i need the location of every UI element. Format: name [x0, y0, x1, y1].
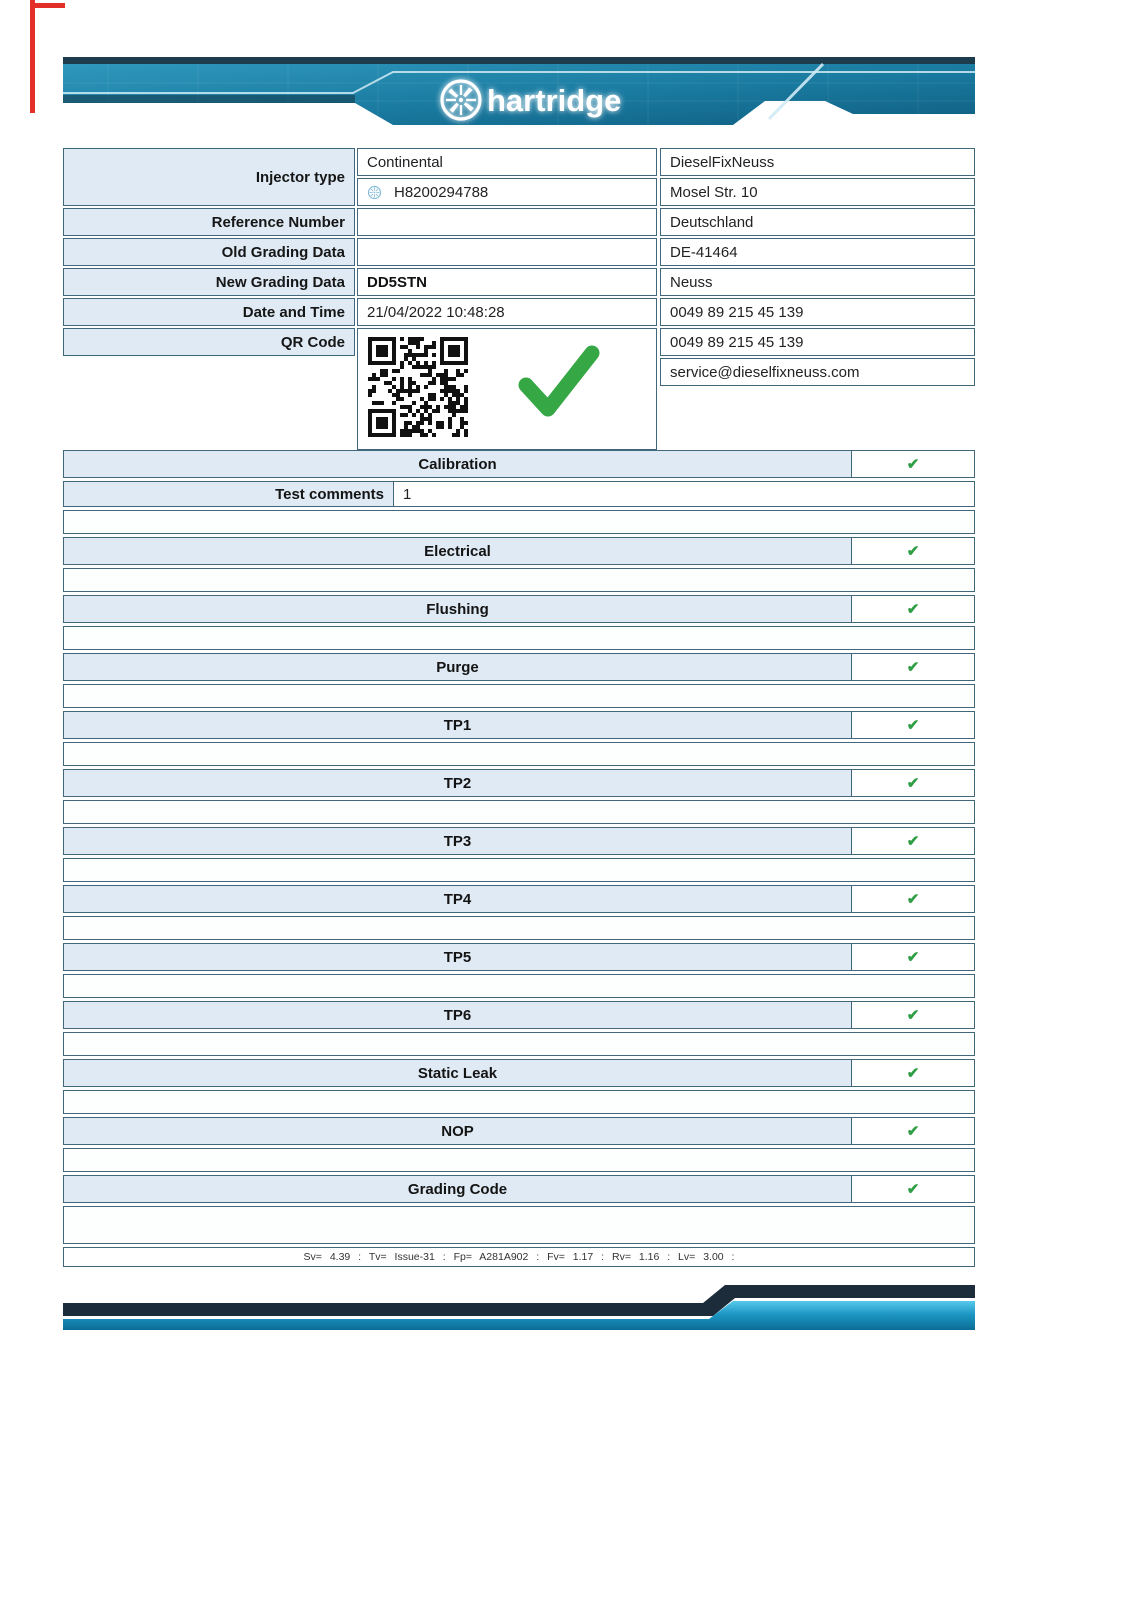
pass-checkmark-icon: ✔ [851, 1176, 974, 1202]
version-info-row [63, 1247, 975, 1267]
injector-info-table [63, 148, 975, 452]
spacer-row [63, 684, 975, 708]
pass-checkmark-icon: ✔ [851, 596, 974, 622]
new-grading-label: New Grading Data [63, 268, 355, 296]
spacer-row [63, 1206, 975, 1244]
injector-info-left [63, 148, 657, 452]
injector-type-label: Injector type [63, 148, 355, 206]
reference-number-label: Reference Number [63, 208, 355, 236]
test-section-label: Calibration [64, 451, 851, 477]
workshop-address-row: Mosel Str. 10 [660, 178, 975, 206]
spacer-row [63, 974, 975, 998]
test-section-label: TP5 [64, 944, 851, 970]
test-section-label: TP2 [64, 770, 851, 796]
pass-checkmark-icon: ✔ [851, 712, 974, 738]
test-section-row [63, 1117, 975, 1145]
date-time-label: Date and Time [63, 298, 355, 326]
big-checkmark-icon [510, 339, 606, 427]
test-section-row [63, 769, 975, 797]
pass-checkmark-icon: ✔ [851, 944, 974, 970]
spacer-row [63, 742, 975, 766]
red-pen-mark-vertical [30, 0, 35, 113]
workshop-address-row: DE-41464 [660, 238, 975, 266]
test-section-label: Static Leak [64, 1060, 851, 1086]
spacer-row [63, 626, 975, 650]
qr-code-image [368, 337, 468, 437]
old-grading-value [357, 238, 657, 266]
workshop-address-row: 0049 89 215 45 139 [660, 298, 975, 326]
test-section-row [63, 653, 975, 681]
pass-checkmark-icon: ✔ [851, 1118, 974, 1144]
qr-code-label: QR Code [63, 328, 355, 356]
test-section-label: NOP [64, 1118, 851, 1144]
test-section-row [63, 943, 975, 971]
workshop-address-column [660, 148, 975, 452]
test-comments-label: Test comments [64, 482, 394, 506]
test-section-row [63, 1175, 975, 1203]
test-section-label: TP3 [64, 828, 851, 854]
test-section-row [63, 827, 975, 855]
test-section-row [63, 537, 975, 565]
version-info-text: Sv= 4.39 : Tv= Issue-31 : Fp= A281A902 : Fv= 1.17 : Rv= 1.16 : Lv= 3.00 : [303, 1251, 735, 1263]
injector-make-value: Continental [357, 148, 657, 176]
date-time-value: 21/04/2022 10:48:28 [357, 298, 657, 326]
spacer-row [63, 510, 975, 534]
test-comments-row [63, 481, 975, 507]
test-section-label: Grading Code [64, 1176, 851, 1202]
test-section-row [63, 595, 975, 623]
pass-checkmark-icon: ✔ [851, 1060, 974, 1086]
pass-checkmark-icon: ✔ [851, 451, 974, 477]
test-section-label: TP4 [64, 886, 851, 912]
pass-checkmark-icon: ✔ [851, 538, 974, 564]
qr-code-cell [357, 328, 657, 450]
brand-logo-text: hartridge [487, 83, 622, 118]
footer-banner-graphic [63, 1283, 975, 1331]
wheel-logo-icon [442, 81, 480, 119]
test-section-label: Purge [64, 654, 851, 680]
spacer-row [63, 916, 975, 940]
test-section-label: TP1 [64, 712, 851, 738]
injector-code-value: H8200294788 [394, 183, 489, 201]
spacer-row [63, 858, 975, 882]
pass-checkmark-icon: ✔ [851, 886, 974, 912]
workshop-address-row: 0049 89 215 45 139 [660, 328, 975, 356]
header-banner-graphic [63, 57, 975, 125]
workshop-address-row: DieselFixNeuss [660, 148, 975, 176]
wheel-mini-icon [367, 185, 382, 200]
old-grading-label: Old Grading Data [63, 238, 355, 266]
workshop-address-row: service@dieselfixneuss.com [660, 358, 975, 386]
spacer-row [63, 1148, 975, 1172]
red-pen-mark-horizontal [30, 3, 65, 8]
test-section-label: Electrical [64, 538, 851, 564]
pass-checkmark-icon: ✔ [851, 770, 974, 796]
spacer-row [63, 568, 975, 592]
spacer-row [63, 800, 975, 824]
header-banner [63, 57, 975, 125]
reference-number-value [357, 208, 657, 236]
test-section-row [63, 1059, 975, 1087]
test-section-row [63, 1001, 975, 1029]
test-section-label: Flushing [64, 596, 851, 622]
pass-checkmark-icon: ✔ [851, 1002, 974, 1028]
test-section-row [63, 885, 975, 913]
test-results-list [63, 450, 975, 1270]
workshop-address-row: Neuss [660, 268, 975, 296]
test-section-row [63, 711, 975, 739]
new-grading-value: DD5STN [357, 268, 657, 296]
pass-checkmark-icon: ✔ [851, 828, 974, 854]
injector-code-cell [357, 178, 657, 206]
spacer-row [63, 1090, 975, 1114]
spacer-row [63, 1032, 975, 1056]
test-comments-value: 1 [403, 485, 412, 503]
footer-banner [63, 1283, 975, 1331]
workshop-address-row: Deutschland [660, 208, 975, 236]
pass-checkmark-icon: ✔ [851, 654, 974, 680]
test-section-label: TP6 [64, 1002, 851, 1028]
test-section-row [63, 450, 975, 478]
